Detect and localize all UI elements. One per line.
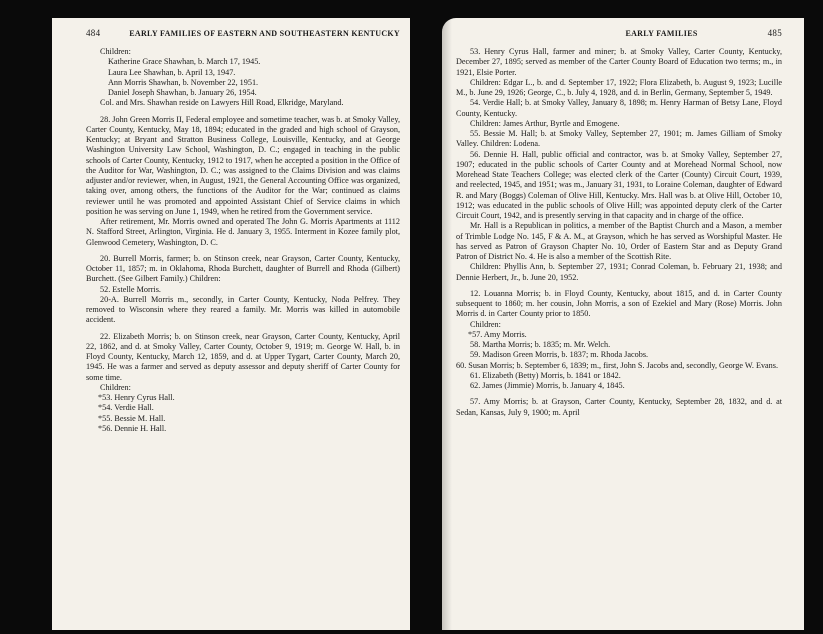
text-paragraph: 20-A. Burrell Morris m., secondly, in Carter County, Kentucky, Noda Pelfrey. They removed to Wisconsin where they reared a family. Mr. Morris was killed in automobile accident. — [86, 294, 400, 325]
page-number: 484 — [86, 28, 101, 38]
text-paragraph: Col. and Mrs. Shawhan reside on Lawyers Hill Road, Elkridge, Maryland. — [100, 98, 344, 108]
page-number: 485 — [767, 28, 782, 38]
left-page — [52, 18, 410, 630]
text-paragraph: Children: Phyllis Ann, b. September 27, 1931; Conrad Coleman, b. February 21, 1938; and Dennie Herbert, Jr., b. June 20, 1952. — [456, 262, 782, 282]
text-paragraph: Mr. Hall is a Republican in politics, a member of the Baptist Church and a Mason, a member of Trimble Lodge No. 145, F & A. M., at Grayson, which he has served as Worshipful Master. He has served as Patron of Grayson Chapter No. 10, Order of Eastern Star and as Deputy Grand Patron of District No. 4. He is also a member of the Scottish Rite. — [456, 221, 782, 261]
text-paragraph: 53. Henry Cyrus Hall, farmer and miner; b. at Smoky Valley, Carter County, Kentucky, December 27, 1895; served as member of the Carter County Board of Education two terms; m., in 1921, Elsie Porter. — [456, 47, 782, 77]
right-page-header — [456, 28, 782, 39]
text-paragraph: *56. Dennie H. Hall. — [98, 423, 167, 433]
text-paragraph: *54. Verdie Hall. — [98, 403, 154, 413]
text-paragraph: 56. Dennie H. Hall, public official and contractor, was b. at Smoky Valley, September 27, 1907; educated in the public schools of Carter County and at Morehead Normal School, now Morehead State Teachers College; was elected clerk of the Carter (County) Circuit Court, 1939, and reelected, 1945, and 1951; was m., January 31, 1931, to Loraine Coleman, daughter of Edward R. and Mary (Boggs) Coleman of Olive Hill, Kentucky. Mrs. Hall was b. at Olive Hill, October 10, 1912; was educated in the public schools of Olive Hill; was appointed deputy clerk of the Carter Circuit Court, 1942, and is presently serving in that capacity and in charge of the office. — [456, 149, 782, 220]
text-paragraph: 58. Martha Morris; b. 1835; m. Mr. Welch. — [470, 340, 611, 349]
text-paragraph: 22. Elizabeth Morris; b. on Stinson creek, near Grayson, Carter County, Kentucky, April 22, 1862, and d. at Smoky Valley, Carter County, October 9, 1919; m. George W. Hall, b. in Floyd County, Kentucky, March 12, 1859, and d. at Upper Tygart, Carter County, March 20, 1945. He was a farmer and served as deputy assessor and deputy sheriff of Carter County for some time. — [86, 331, 400, 382]
text-paragraph: Katherine Grace Shawhan, b. March 17, 1945. — [108, 57, 261, 67]
text-paragraph: 28. John Green Morris II, Federal employee and sometime teacher, was b. at Smoky Valley, Carter County, Kentucky, May 18, 1894; educated in the graded and high school of Grayson, Kentucky; at Bryant and Stratton Business College, Louisville, Kentucky, and at George Washington University Law School, Washington, D. C.; engaged in teaching in the public schools of Carter County, Kentucky, 1912 to 1917, when he accepted a position in the Office of the Auditor for War, Washington, D. C.; was assigned to the Claims Division and was claims adjuster and/or reviewer, when, in August, 1921, the General Accounting Office was organized, taking over, among others, the functions of the Auditor for the War; continued as claims reviewer until he was promoted and appointed Assistant Chief of Service claims in which position he was serving on June 1, 1949, when he retired from the Government service. — [86, 114, 400, 216]
text-paragraph: 59. Madison Green Morris, b. 1837; m. Rhoda Jacobs. — [470, 350, 649, 360]
text-paragraph: 54. Verdie Hall; b. at Smoky Valley, January 8, 1898; m. Henry Harman of Betsy Lane, Floyd County, Kentucky. — [456, 98, 782, 118]
text-paragraph: Children: Edgar L., b. and d. September 17, 1922; Flora Elizabeth, b. August 9, 1923; Lucille M., b. June 29, 1926; George, C., b. July 4, 1928, and d. in Berlin, Germany, September 5, 1949. — [456, 77, 782, 97]
text-paragraph: Ann Morris Shawhan, b. November 22, 1951. — [108, 77, 259, 87]
text-paragraph: After retirement, Mr. Morris owned and operated The John G. Morris Apartments at 1112 N. Stafford Street, Arlington, Virginia. He d. January 3, 1955. Interment in Kozee family plot, Glenwood Cemetery, Washington, D. C. — [86, 217, 400, 247]
text-paragraph: Children: — [100, 47, 131, 56]
right-page — [442, 18, 804, 630]
text-paragraph: 57. Amy Morris; b. at Grayson, Carter County, Kentucky, September 28, 1832, and d. at Sedan, Kansas, July 9, 1900; m. April — [456, 397, 782, 417]
text-paragraph: 55. Bessie M. Hall; b. at Smoky Valley, September 27, 1901; m. James Gilliam of Smoky Valley. Children: Lodena. — [456, 129, 782, 149]
text-paragraph: Daniel Joseph Shawhan, b. January 26, 1954. — [108, 88, 257, 97]
text-paragraph: 20. Burrell Morris, farmer; b. on Stinson creek, near Grayson, Carter County, Kentucky, October 11, 1857; m. in Oklahoma, Rhoda Burchett, daughter of Burrell and Rhoda (Gilbert) Burchett. (See Gilbert Family.) Children: — [86, 253, 400, 284]
left-page-header — [86, 28, 400, 39]
running-title: EARLY FAMILIES — [625, 29, 698, 38]
text-paragraph: Children: — [100, 382, 131, 392]
text-paragraph: 12. Louanna Morris; b. in Floyd County, Kentucky, about 1815, and d. in Carter County subsequent to 1860; m. her cousin, John Morris, a son of Ezekiel and Mary (Rose) Morris. John Morris d. in Carter County prior to 1850. — [456, 288, 782, 319]
text-paragraph: *53. Henry Cyrus Hall. — [98, 393, 175, 402]
text-paragraph: 62. James (Jimmie) Morris, b. January 4, 1845. — [470, 381, 625, 390]
text-paragraph: 52. Estelle Morris. — [100, 284, 161, 294]
text-paragraph: Children: James Arthur, Byrtle and Emogene. — [470, 118, 620, 128]
text-paragraph: Children: — [470, 319, 501, 329]
text-paragraph: 60. Susan Morris; b. September 6, 1839; m., first, John S. Jacobs and, secondly, George W. Evans. — [456, 360, 779, 370]
text-paragraph: Laura Lee Shawhan, b. April 13, 1947. — [108, 67, 236, 77]
text-paragraph: *55. Bessie M. Hall. — [98, 413, 166, 423]
right-page-body — [456, 47, 782, 418]
book-gutter — [410, 18, 442, 630]
running-title: EARLY FAMILIES OF EASTERN AND SOUTHEASTERN KENTUCKY — [129, 29, 400, 38]
text-paragraph: *57. Amy Morris. — [468, 329, 527, 339]
text-paragraph: 61. Elizabeth (Betty) Morris, b. 1841 or 1842. — [470, 370, 621, 380]
left-page-body — [86, 47, 400, 434]
